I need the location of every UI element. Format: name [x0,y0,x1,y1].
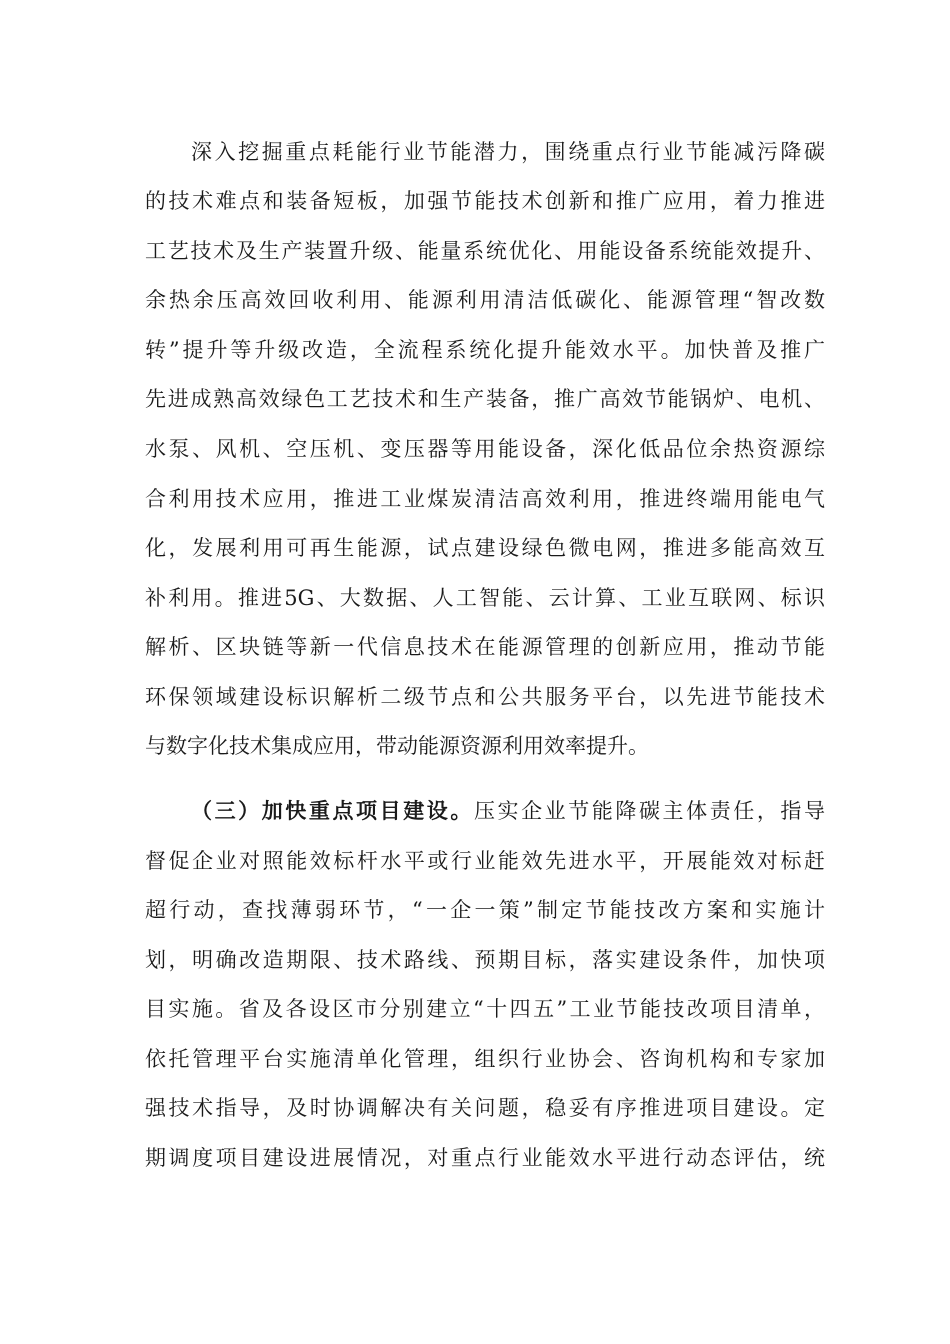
paragraph-2-line-4: 划，明确改造期限、技术路线、预期目标，落实建设条件，加快项 [145,948,825,972]
paragraph-1-line-3: 工艺技术及生产装置升级、能量系统优化、用能设备系统能效提升、 [145,239,825,263]
paragraph-2-line-2: 督促企业对照能效标杆水平或行业能效先进水平，开展能效对标赶 [145,849,825,873]
paragraph-1-line-5: 转”提升等升级改造，全流程系统化提升能效水平。加快普及推广 [145,338,825,362]
paragraph-1-line-13: 与数字化技术集成应用，带动能源资源利用效率提升。 [145,734,649,758]
paragraph-2-line-3: 超行动，查找薄弱环节，“一企一策”制定节能技改方案和实施计 [145,898,825,922]
paragraph-2-line-1 [191,796,825,826]
section-heading: （三）加快重点项目建设。 [191,798,474,823]
paragraph-2-line-7: 强技术指导，及时协调解决有关问题，稳妥有序推进项目建设。定 [145,1096,825,1120]
paragraph-1-line-10: 补利用。推进5G、大数据、人工智能、云计算、工业互联网、标识 [145,586,825,610]
paragraph-1-line-6: 先进成熟高效绿色工艺技术和生产装备，推广高效节能锅炉、电机、 [145,387,825,411]
paragraph-1-line-9: 化，发展利用可再生能源，试点建设绿色微电网，推进多能高效互 [145,536,825,560]
paragraph-1-line-7: 水泵、风机、空压机、变压器等用能设备，深化低品位余热资源综 [145,437,825,461]
paragraph-1-line-8: 合利用技术应用，推进工业煤炭清洁高效利用，推进终端用能电气 [145,487,825,511]
paragraph-1-line-2: 的技术难点和装备短板，加强节能技术创新和推广应用，着力推进 [145,189,825,213]
paragraph-1-line-11: 解析、区块链等新一代信息技术在能源管理的创新应用，推动节能 [145,635,825,659]
paragraph-2-line-8: 期调度项目建设进展情况，对重点行业能效水平进行动态评估，统 [145,1146,825,1170]
paragraph-2-line-5: 目实施。省及各设区市分别建立“十四五”工业节能技改项目清单， [145,997,825,1021]
paragraph-2-line-6: 依托管理平台实施清单化管理，组织行业协会、咨询机构和专家加 [145,1047,825,1071]
paragraph-1-line-4: 余热余压高效回收利用、能源利用清洁低碳化、能源管理“智改数 [145,288,825,312]
paragraph-1-line-12: 环保领域建设标识解析二级节点和公共服务平台，以先进节能技术 [145,685,825,709]
paragraph-2-first-line-text: 压实企业节能降碳主体责任，指导 [473,799,826,823]
paragraph-1-line-1: 深入挖掘重点耗能行业节能潜力，围绕重点行业节能减污降碳 [191,140,825,164]
